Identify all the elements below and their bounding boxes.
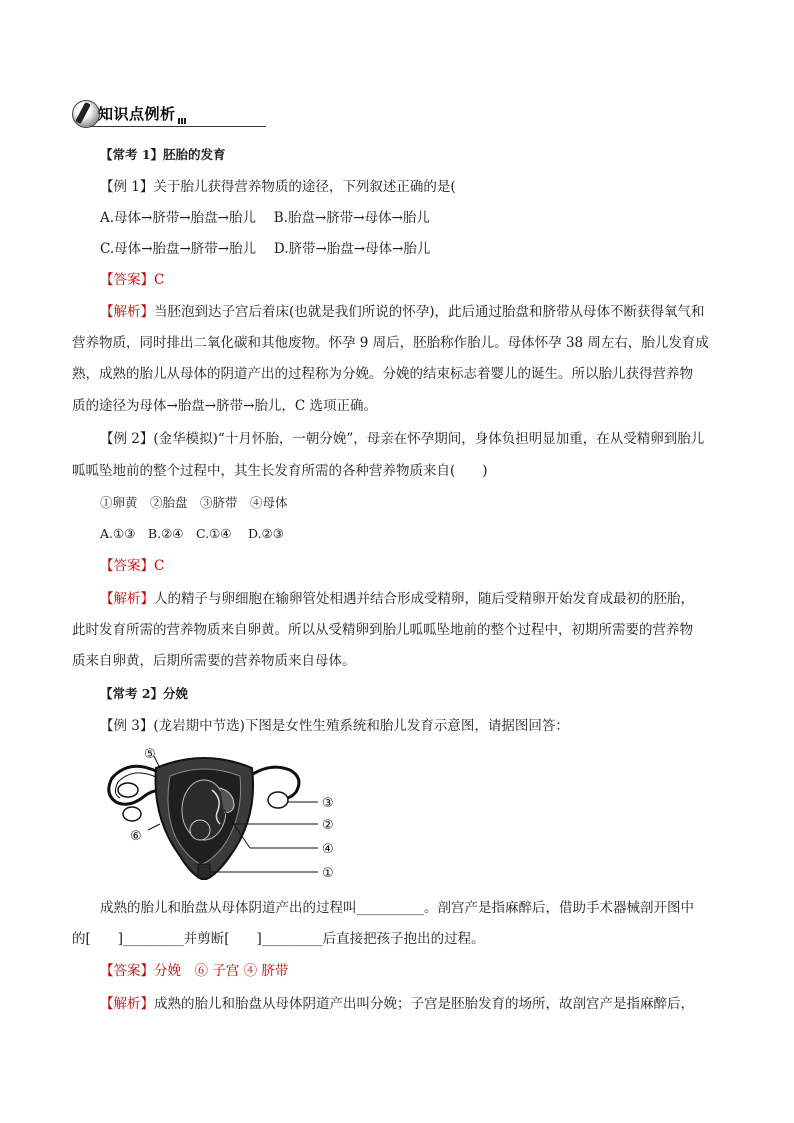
- ex2-answer: [100, 556, 164, 576]
- ex3-answer: [100, 961, 288, 981]
- banner-dots-icon: [178, 118, 186, 124]
- ex3-question: 【例 3】(龙岩期中节选)下图是女性生殖系统和胎儿发育示意图，请据图回答：: [100, 718, 569, 734]
- figure-label-3: ③: [322, 796, 334, 811]
- ex3-fill-2: 的[ ]_________并剪断[ ]_________后直接把孩子抱出的过程。: [72, 931, 485, 947]
- banner-title: 知识点例析: [98, 105, 176, 123]
- figure-label-6: ⑥: [130, 829, 142, 844]
- ex1-options-cd: C.母体→胎盘→脐带→胎儿 D.脐带→胎盘→母体→胎儿: [100, 241, 431, 257]
- banner-underline: [90, 126, 266, 127]
- analysis-text: 成熟的胎儿和胎盘从母体阴道产出叫分娩；子宫是胚胎发育的场所，故剖宫产是指麻醉后，: [154, 996, 694, 1012]
- ex1-analysis-3: 熟，成熟的胎儿从母体的阴道产出的过程称为分娩。分娩的结束标志着婴儿的诞生。所以胎儿获得营养物: [72, 366, 693, 382]
- answer-value: C: [154, 272, 165, 288]
- ex2-analysis-2: 此时发育所需的营养物质来自卵黄。所以从受精卵到胎儿呱呱坠地前的整个过程中，初期所需要的营养物: [72, 622, 693, 638]
- analysis-label: 【解析】: [100, 304, 154, 320]
- analysis-text: 当胚泡到达子宫后着床(也就是我们所说的怀孕)，此后通过胎盘和脐带从母体不断获得氧气和: [154, 304, 705, 320]
- figure-label-5: ⑤: [144, 748, 156, 762]
- ex2-items: ①卵黄 ②胎盘 ③脐带 ④母体: [100, 495, 288, 510]
- ex3-analysis-1: [100, 994, 694, 1014]
- answer-label: 【答案】: [100, 558, 154, 574]
- analysis-text: 人的精子与卵细胞在输卵管处相遇并结合形成受精卵，随后受精卵开始发育成最初的胚胎，: [154, 591, 694, 607]
- answer-value: C: [154, 558, 165, 574]
- uterus-fetus-diagram: [100, 748, 350, 880]
- figure-label-4: ④: [322, 842, 334, 857]
- answer-value: 分娩 ⑥ 子宫 ④ 脐带: [154, 963, 289, 979]
- analysis-label: 【解析】: [100, 996, 154, 1012]
- ex1-analysis-4: 质的途径为母体→胎盘→脐带→胎儿，C 选项正确。: [72, 398, 378, 414]
- ex3-fill-1: 成熟的胎儿和胎盘从母体阴道产出的过程叫__________。剖宫产是指麻醉后，借助手术器械剖开图中: [100, 900, 694, 916]
- ex1-question: 【例 1】关于胎儿获得营养物质的途径，下列叙述正确的是(: [100, 179, 456, 195]
- section-banner: [72, 100, 196, 130]
- ex2-analysis-1: [100, 589, 694, 609]
- ex2-options: A.①③ B.②④ C.①④ D.②③: [100, 526, 284, 541]
- ex1-answer: [100, 270, 164, 290]
- section-1-title: 【常考 1】胚胎的发育: [100, 147, 226, 162]
- ex2-question-2: 呱呱坠地前的整个过程中，其生长发育所需的各种营养物质来自( ): [72, 463, 488, 479]
- answer-label: 【答案】: [100, 963, 154, 979]
- section-2-title: 【常考 2】分娩: [100, 686, 189, 701]
- ex2-question-1: 【例 2】(金华模拟)“十月怀胎，一朝分娩”，母亲在怀孕期间，身体负担明显加重，在从受精卵到胎儿: [100, 431, 705, 447]
- ex1-analysis-1: [100, 302, 705, 322]
- figure-label-1: ①: [322, 866, 334, 880]
- ex1-options-ab: A.母体→脐带→胎盘→胎儿 B.胎盘→脐带→母体→胎儿: [100, 210, 430, 226]
- figure-label-2: ②: [322, 818, 334, 833]
- answer-label: 【答案】: [100, 272, 154, 288]
- ex2-analysis-3: 质来自卵黄，后期所需要的营养物质来自母体。: [72, 653, 356, 669]
- ex1-analysis-2: 营养物质，同时排出二氧化碳和其他废物。怀孕 9 周后，胚胎称作胎儿。母体怀孕 38 周左右，胎儿发育成: [72, 335, 709, 351]
- analysis-label: 【解析】: [100, 591, 154, 607]
